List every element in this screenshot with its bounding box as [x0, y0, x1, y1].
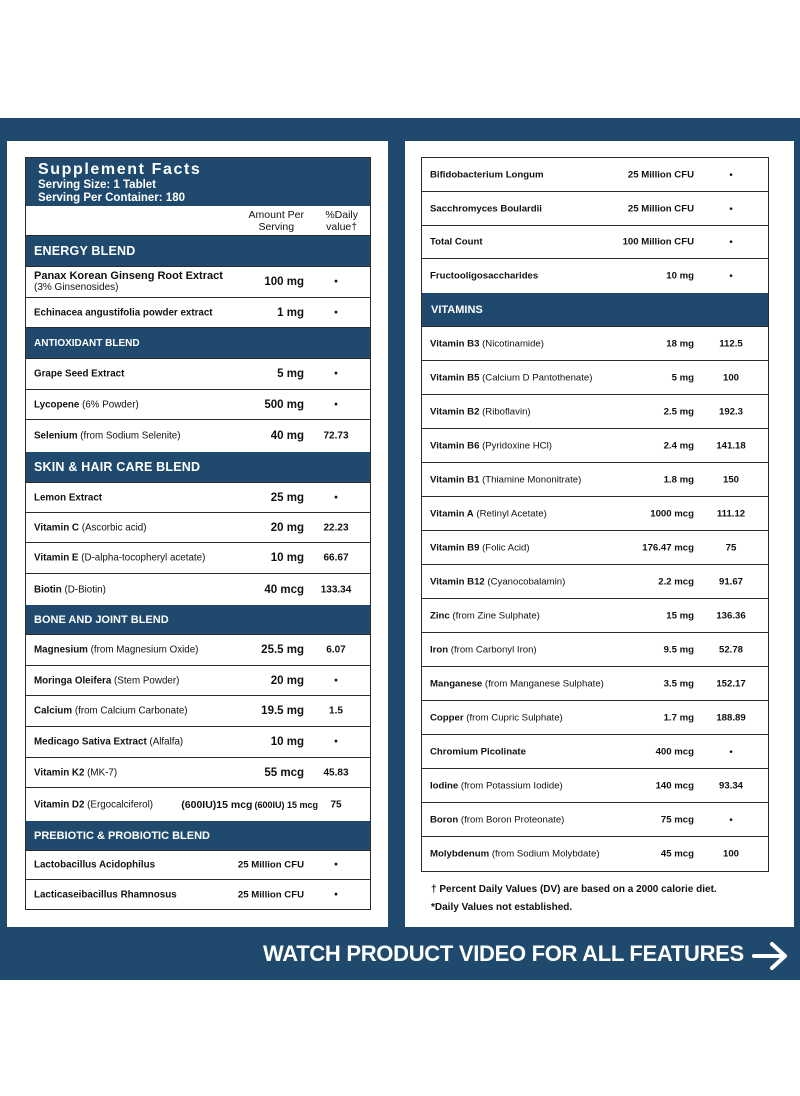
table-row [422, 769, 768, 803]
daily-value: • [334, 368, 338, 380]
nutrient-amount: 5 mg [671, 372, 694, 383]
nutrient-name: Vitamin B5 (Calcium D Pantothenate) [430, 372, 593, 383]
nutrient-amount: 2.4 mg [663, 440, 694, 451]
nutrient-amount: 1000 mcg [650, 508, 694, 519]
daily-value-header: %Daily value† [325, 209, 358, 233]
table-row [422, 633, 768, 667]
table-row [422, 701, 768, 735]
daily-value: 133.34 [320, 584, 352, 595]
table-row [422, 259, 768, 293]
nutrient-amount: 2.2 mcg [658, 576, 694, 587]
nutrient-name: Calcium (from Calcium Carbonate) [34, 705, 188, 717]
daily-value: • [334, 675, 338, 686]
table-row [26, 513, 370, 543]
right-facts-panel [405, 141, 794, 927]
daily-value: • [729, 169, 733, 180]
nutrient-amount: 9.5 mg [663, 644, 694, 655]
section-energy-blend: ENERGY BLEND [26, 236, 370, 267]
nutrient-amount: 1.7 mg [663, 712, 694, 723]
daily-value: • [729, 270, 733, 282]
nutrient-name: Chromium Picolinate [430, 746, 526, 757]
nutrient-name: Lemon Extract [34, 492, 103, 503]
daily-value: 72.73 [323, 430, 349, 442]
daily-value: 136.36 [716, 610, 746, 621]
nutrient-amount: 10 mg [666, 270, 694, 282]
nutrient-amount: (600IU)15 mcg (600IU) 15 mcg [181, 798, 318, 811]
table-row [26, 727, 370, 758]
daily-value: 75 [330, 799, 342, 810]
table-row: Echinacea angustifolia powder extract 1 mg • [26, 298, 370, 328]
table-row [26, 543, 370, 574]
section-skin-hair-blend: SKIN & HAIR CARE BLEND [26, 452, 370, 483]
table-row [26, 851, 370, 880]
daily-value: 112.5 [719, 338, 743, 349]
nutrient-amount: 5 mg [277, 368, 304, 380]
daily-value: 1.5 [329, 705, 343, 717]
table-row [26, 420, 370, 452]
nutrient-amount: 1.8 mg [663, 474, 694, 485]
nutrient-amount: 3.5 mg [663, 678, 694, 689]
nutrient-name: Manganese (from Manganese Sulphate) [430, 678, 604, 689]
daily-value: 111.12 [716, 508, 746, 519]
daily-value: 45.83 [323, 767, 349, 778]
nutrient-name: Iodine (from Potassium Iodide) [430, 780, 563, 791]
nutrient-name: Vitamin B9 (Folic Acid) [430, 542, 530, 553]
nutrient-name: Vitamin K2 (MK-7) [34, 767, 118, 778]
daily-value: 75 [725, 542, 737, 553]
column-headers [26, 206, 370, 236]
supplement-facts-table [25, 157, 371, 910]
nutrient-amount: 25 Million CFU [237, 859, 304, 871]
nutrient-name: Lacticaseibacillus Rhamnosus [34, 889, 177, 900]
table-row [26, 758, 370, 788]
footnote-not-established: *Daily Values not established. [431, 902, 573, 913]
nutrient-amount: 15 mg [666, 610, 694, 621]
nutrient-name: Vitamin B6 (Pyridoxine HCl) [430, 440, 552, 451]
nutrient-name: Zinc (from Zine Sulphate) [430, 610, 540, 621]
table-row [422, 395, 768, 429]
nutrient-amount: 18 mg [666, 338, 694, 349]
nutrient-amount: 55 mcg [264, 766, 304, 779]
nutrient-name: Vitamin B2 (Riboflavin) [430, 406, 531, 417]
table-row [26, 880, 370, 909]
table-row [422, 361, 768, 395]
nutrient-name: Vitamin E (D-alpha-tocopheryl acetate) [34, 552, 206, 564]
nutrient-amount: 25 mg [270, 491, 304, 504]
daily-value: • [334, 399, 338, 410]
daily-value: • [334, 889, 338, 900]
nutrient-name: Lycopene (6% Powder) [34, 399, 139, 410]
nutrient-name: Bifidobacterium Longum [430, 169, 544, 180]
table-row [26, 390, 370, 420]
nutrient-name: Biotin (D-Biotin) [34, 584, 106, 595]
table-row [26, 635, 370, 666]
serving-per-container: Serving Per Container: 180 [38, 192, 185, 204]
nutrient-amount: 400 mcg [655, 746, 694, 757]
table-row [422, 531, 768, 565]
daily-value: 93.34 [718, 780, 743, 791]
nutrient-name: Vitamin B3 (Nicotinamide) [430, 338, 544, 349]
nutrient-name: Magnesium (from Magnesium Oxide) [34, 644, 199, 656]
nutrient-amount: 100 Million CFU [622, 236, 694, 248]
nutrient-amount: 40 mcg [264, 583, 304, 596]
left-facts-panel [7, 141, 388, 927]
table-row [26, 574, 370, 605]
nutrient-amount: 25 Million CFU [627, 169, 694, 180]
table-row [26, 788, 370, 821]
amount-per-serving-header: Amount Per Serving [248, 209, 304, 233]
table-row [422, 327, 768, 361]
section-prebiotic-probiotic-blend: PREBIOTIC & PROBIOTIC BLEND [26, 821, 370, 851]
daily-value: 192.3 [718, 406, 743, 417]
nutrient-name: Molybdenum (from Sodium Molybdate) [430, 848, 600, 860]
supplement-facts-header [26, 158, 370, 206]
nutrient-name: Copper (from Cupric Sulphate) [430, 712, 563, 723]
section-bone-joint-blend: BONE AND JOINT BLEND [26, 605, 370, 635]
daily-value: • [729, 814, 733, 825]
table-row [422, 158, 768, 192]
daily-value: • [334, 736, 338, 748]
table-row [422, 837, 768, 871]
nutrient-amount: 2.5 mg [663, 406, 694, 417]
daily-value: • [334, 492, 338, 503]
table-row [422, 667, 768, 701]
table-row [422, 565, 768, 599]
table-row [26, 666, 370, 696]
table-row [422, 599, 768, 633]
nutrient-name: Vitamin D2 (Ergocalciferol) [34, 799, 154, 810]
daily-value: 6.07 [326, 644, 346, 656]
daily-value: 66.67 [323, 552, 349, 564]
daily-value: • [729, 746, 733, 757]
nutrient-amount: 20 mg [270, 521, 304, 534]
section-antioxidant-blend: ANTIOXIDANT BLEND [26, 328, 370, 359]
table-row [422, 803, 768, 837]
daily-value: 100 [722, 372, 739, 383]
serving-size: Serving Size: 1 Tablet [38, 179, 157, 191]
nutrient-amount: 500 mg [264, 398, 304, 411]
nutrient-amount: 25.5 mg [261, 644, 304, 656]
supplement-facts-title: Supplement Facts [38, 161, 202, 178]
nutrient-name: Boron (from Boron Proteonate) [430, 814, 565, 825]
table-row [422, 735, 768, 769]
arrow-right-icon[interactable] [752, 940, 790, 972]
table-row [26, 483, 370, 513]
table-row [422, 192, 768, 226]
daily-value: 22.23 [323, 522, 349, 533]
footnotes [431, 881, 717, 917]
table-row [26, 696, 370, 727]
daily-value: 100 [722, 848, 739, 860]
nutrient-amount: 40 mg [270, 430, 304, 442]
daily-value: 91.67 [718, 576, 743, 587]
nutrient-name: Total Count [430, 236, 483, 248]
daily-value: • [729, 236, 733, 248]
daily-value: 141.18 [716, 440, 746, 451]
section-vitamins: VITAMINS [422, 293, 768, 327]
daily-value: 188.89 [716, 712, 746, 723]
table-row [422, 497, 768, 531]
nutrient-name: Vitamin A (Retinyl Acetate) [430, 508, 547, 519]
nutrient-amount: 25 Million CFU [237, 889, 304, 900]
nutrient-amount: 45 mcg [660, 848, 694, 860]
nutrient-name: Vitamin B1 (Thiamine Mononitrate) [430, 474, 582, 485]
daily-value: 152.17 [716, 678, 746, 689]
nutrient-name: Medicago Sativa Extract (Alfalfa) [34, 736, 184, 748]
table-row [422, 226, 768, 259]
nutrient-name: Lactobacillus Acidophilus [34, 859, 156, 871]
nutrient-amount: 75 mcg [660, 814, 694, 825]
nutrient-amount: 10 mg [270, 552, 304, 564]
table-row: Panax Korean Ginseng Root Extract (3% Ginsenosides) 100 mg • [26, 267, 370, 298]
daily-value: 52.78 [718, 644, 743, 655]
nutrient-amount: 19.5 mg [261, 705, 304, 717]
table-row [422, 463, 768, 497]
nutrient-amount: 20 mg [270, 674, 304, 687]
nutrient-amount: 176.47 mcg [642, 542, 694, 553]
nutrient-name: Selenium (from Sodium Selenite) [34, 430, 181, 442]
footnote-percent-daily: † Percent Daily Values (DV) are based on a 2000 calorie diet. [431, 884, 717, 895]
watch-video-cta[interactable]: WATCH PRODUCT VIDEO FOR ALL FEATURES [263, 941, 744, 966]
daily-value: • [729, 203, 733, 214]
table-row [422, 429, 768, 463]
nutrient-name: Sacchromyces Boulardii [430, 203, 542, 214]
nutrient-amount: 140 mcg [655, 780, 694, 791]
daily-value: • [334, 859, 338, 871]
nutrient-name: Grape Seed Extract [34, 368, 125, 380]
vitamins-table [421, 157, 769, 872]
nutrient-name: Fructooligosaccharides [430, 270, 539, 282]
daily-value: 150 [722, 474, 739, 485]
nutrient-name: Vitamin B12 (Cyanocobalamin) [430, 576, 566, 587]
nutrient-name: Iron (from Carbonyl Iron) [430, 644, 537, 655]
table-row [26, 359, 370, 390]
nutrient-name: Vitamin C (Ascorbic acid) [34, 522, 147, 533]
nutrient-amount: 25 Million CFU [627, 203, 694, 214]
nutrient-name: Moringa Oleifera (Stem Powder) [34, 675, 180, 686]
nutrient-amount: 10 mg [270, 736, 304, 748]
